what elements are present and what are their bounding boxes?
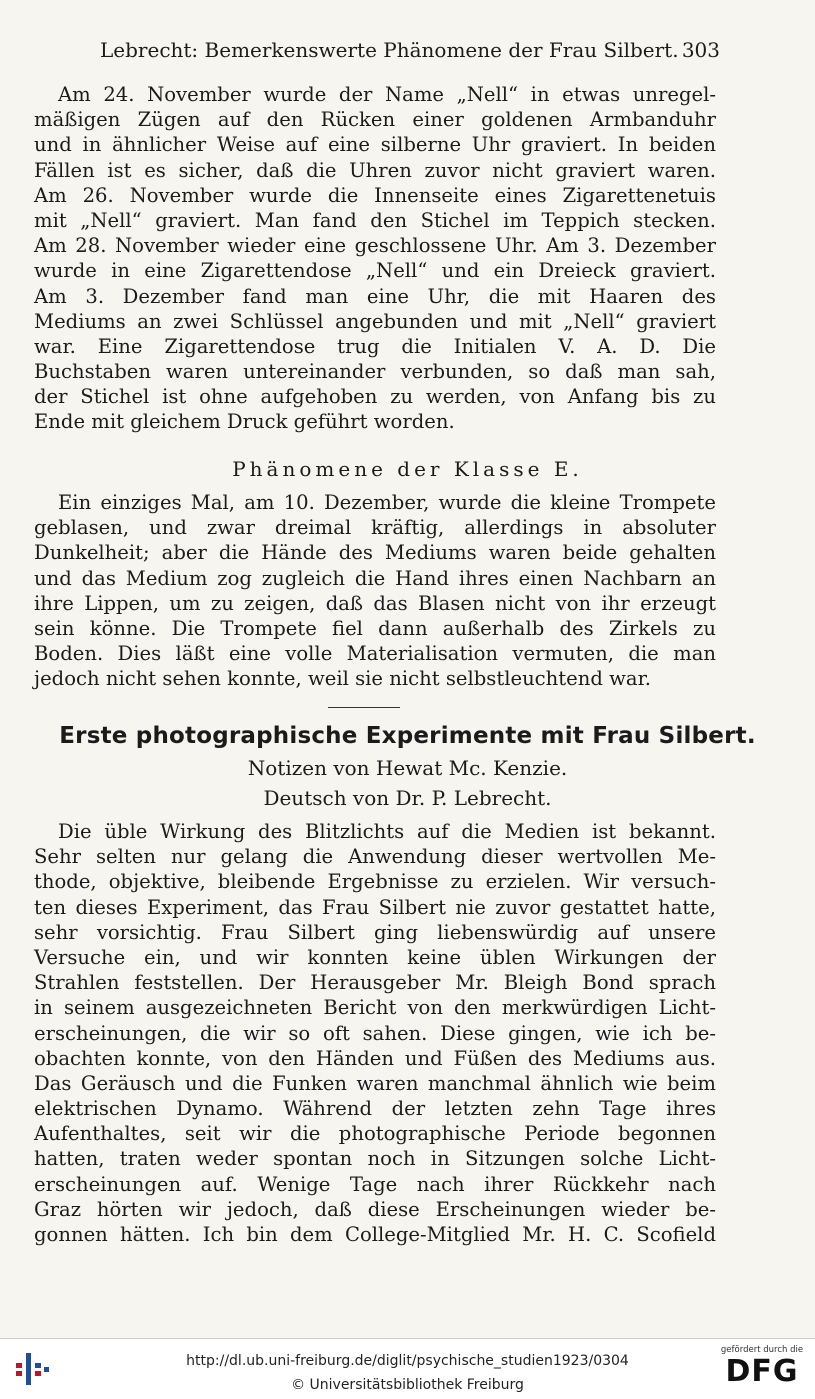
text-line: Graz hörten wir jedoch, daß diese Erscheinungen wieder be- — [34, 1197, 716, 1221]
article-title: Erste photographische Experimente mit Frau Silbert. — [59, 723, 756, 749]
text-line: wurde in eine Zigarettendose „Nell“ und ein Dreieck graviert. — [34, 259, 716, 283]
paragraph-nell-engravings — [34, 82, 716, 435]
text-line: Die üble Wirkung des Blitzlichts auf die Medien ist bekannt. — [58, 820, 716, 843]
dfg-logo-text: DFG — [725, 1354, 799, 1389]
text-line: ihre Lippen, um zu zeigen, daß das Blasen nicht von ihr erzeugt — [34, 591, 716, 615]
text-line: Am 3. Dezember fand man eine Uhr, die mit Haaren des — [34, 284, 716, 308]
document-url[interactable]: http://dl.ub.uni-freiburg.de/diglit/psychische_studien1923/0304 — [186, 1353, 629, 1369]
text-line: sehr vorsichtig. Frau Silbert ging liebenswürdig auf unsere — [34, 920, 716, 944]
text-line: Dunkelheit; aber die Hände des Mediums waren beide gehalten — [34, 541, 716, 565]
text-line: elektrischen Dynamo. Während der letzten zehn Tage ihres — [34, 1097, 716, 1121]
text-line: Am 28. November wieder eine geschlossene Uhr. Am 3. Dezember — [34, 234, 716, 258]
text-line: thode, objektive, bleibende Ergebnisse zu erzielen. Wir versuch- — [34, 870, 716, 894]
text-line: Buchstaben waren untereinander verbunden, so daß man sah, — [34, 360, 716, 384]
text-line: sein könne. Die Trompete fiel dann außerhalb des Zirkels zu — [34, 616, 716, 640]
paragraph-photographic-experiments — [34, 819, 716, 1247]
text-line: Am 26. November wurde die Innenseite eines Zigarettenetuis — [34, 183, 716, 207]
text-line: mit „Nell“ graviert. Man fand den Stichel im Teppich stecken. — [34, 208, 716, 232]
text-line: obachten konnte, von den Händen und Füßen des Mediums aus. — [34, 1046, 716, 1070]
text-line: Versuche ein, und wir konnten keine üblen Wirkungen der — [34, 945, 716, 969]
running-head-title: Lebrecht: Bemerkenswerte Phänomene der Frau Silbert. — [100, 38, 679, 62]
text-line: Ende mit gleichem Druck geführt worden. — [34, 410, 455, 434]
text-line: der Stichel ist ohne aufgehoben zu werden, von Anfang bis zu — [34, 385, 716, 409]
text-line: ten dieses Experiment, das Frau Silbert nie zuvor gestattet hatte, — [34, 895, 716, 919]
running-head — [100, 38, 720, 68]
viewer-footer — [0, 1338, 815, 1399]
text-line: hatten, traten weder spontan noch in Sitzungen solche Licht- — [34, 1147, 716, 1171]
text-line: in seinem ausgezeichneten Bericht von den merkwürdigen Licht- — [34, 996, 716, 1020]
text-line: war. Eine Zigarettendose trug die Initialen V. A. D. Die — [34, 334, 716, 358]
text-line: Mediums an zwei Schlüssel angebunden und mit „Nell“ graviert — [34, 309, 716, 333]
text-line: Ein einziges Mal, am 10. Dezember, wurde die kleine Trompete — [58, 491, 716, 514]
text-line: erscheinungen, die wir so oft sahen. Diese gingen, wie ich be- — [34, 1021, 716, 1045]
text-line: mäßigen Zügen auf den Rücken einer goldenen Armbanduhr — [34, 108, 716, 132]
dfg-funding-label: gefördert durch die — [720, 1345, 804, 1355]
article-author-line: Notizen von Hewat Mc. Kenzie. — [247, 756, 568, 780]
dfg-logo — [717, 1345, 807, 1395]
section-heading-class-e: Phänomene der Klasse E. — [232, 457, 583, 481]
section-divider — [328, 707, 400, 708]
page-number: 303 — [681, 38, 720, 62]
text-line: gonnen hätten. Ich bin dem College-Mitglied Mr. H. C. Scofield — [34, 1223, 716, 1246]
text-line: Aufenthaltes, seit wir die photographische Periode begonnen — [34, 1122, 716, 1146]
text-line: und in ähnlicher Weise auf eine silberne Uhr graviert. In beiden — [34, 133, 716, 157]
text-line: Sehr selten nur gelang die Anwendung dieser wertvollen Me- — [34, 845, 716, 869]
text-line: und das Medium zog zugleich die Hand ihres einen Nachbarn an — [34, 566, 716, 590]
article-translator-line: Deutsch von Dr. P. Lebrecht. — [263, 786, 552, 810]
paragraph-trumpet — [34, 490, 716, 692]
text-line: Das Geräusch und die Funken waren manchmal ähnlich wie beim — [34, 1071, 716, 1095]
text-line: Fällen ist es sicher, daß die Uhren zuvor nicht graviert waren. — [34, 158, 716, 182]
copyright-notice: © Universitätsbibliothek Freiburg — [291, 1377, 524, 1393]
text-line: Am 24. November wurde der Name „Nell“ in etwas unregel- — [58, 83, 716, 106]
text-line: jedoch nicht sehen konnte, weil sie nicht selbstleuchtend war. — [34, 667, 652, 691]
text-line: geblasen, und zwar dreimal kräftig, allerdings in absoluter — [34, 516, 716, 540]
text-line: Boden. Dies läßt eine volle Materialisation vermuten, die man — [34, 642, 716, 666]
text-line: Strahlen feststellen. Der Herausgeber Mr. Bleigh Bond sprach — [34, 971, 716, 995]
text-line: erscheinungen auf. Wenige Tage nach ihrer Rückkehr nach — [34, 1172, 716, 1196]
